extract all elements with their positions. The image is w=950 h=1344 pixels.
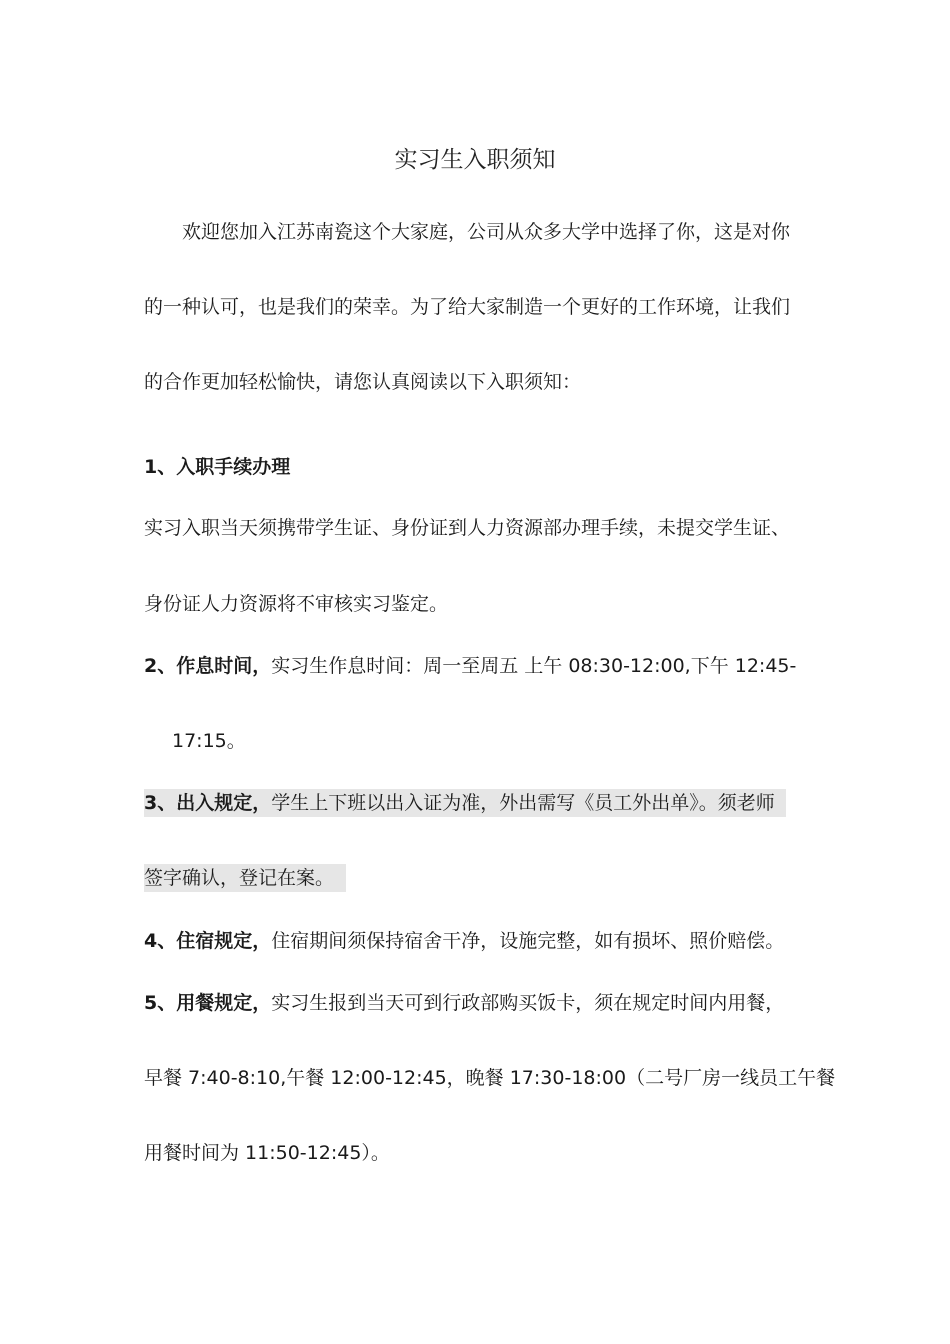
section-2-cont: 17:15。 [172,730,246,752]
section-4-heading: 4、住宿规定， [144,930,272,952]
section-5-line-3: 用餐时间为 11:50-12:45）。 [144,1142,390,1164]
section-5-heading: 5、用餐规定， [144,992,272,1014]
section-2-text: 实习生作息时间：周一至周五 上午 08:30-12:00,下午 12:45- [271,655,797,677]
section-5-line [144,989,784,1017]
section-3-heading: 3、出入规定， [144,792,272,814]
intro-line-1: 欢迎您加入江苏南瓷这个大家庭，公司从众多大学中选择了你，这是对你 [182,221,791,243]
section-3-text: 学生上下班以出入证为准，外出需写《员工外出单》。须老师 [271,792,775,814]
section-2-heading: 2、作息时间， [144,655,272,677]
page-title: 实习生入职须知 [394,147,556,173]
section-4-line [144,927,784,955]
section-2-line [144,652,796,680]
section-1-heading: 1、入职手续办理 [144,456,291,478]
intro-line-3: 的合作更加轻松愉快，请您认真阅读以下入职须知： [144,371,582,393]
intro-line-2: 的一种认可，也是我们的荣幸。为了给大家制造一个更好的工作环境，让我们 [144,296,791,318]
section-1-line-1: 实习入职当天须携带学生证、身份证到人力资源部办理手续，未提交学生证、 [144,517,791,539]
section-4-text: 住宿期间须保持宿舍干净，设施完整，如有损坏、照价赔偿。 [271,930,785,952]
section-5-text: 实习生报到当天可到行政部购买饭卡，须在规定时间内用餐， [271,992,785,1014]
section-1-line-2: 身份证人力资源将不审核实习鉴定。 [144,593,449,615]
section-3-line [144,789,786,817]
section-5-line-2: 早餐 7:40-8:10,午餐 12:00-12:45，晚餐 17:30-18:00（二号厂房一线员工午餐 [144,1067,836,1089]
section-3-cont: 签字确认，登记在案。 [144,864,346,892]
